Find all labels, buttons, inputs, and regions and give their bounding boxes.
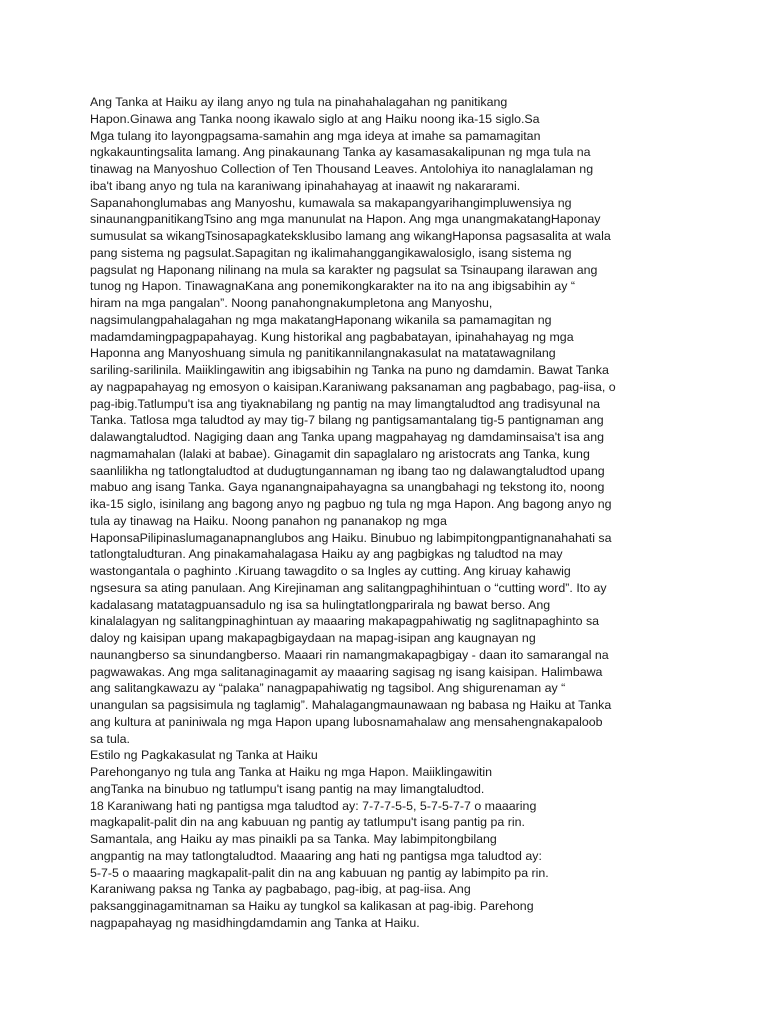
text-line: iba't ibang anyo ng tula na karaniwang ipinahahayag at inaawit ng nakararami. bbox=[90, 178, 521, 193]
text-line: HaponsaPilipinaslumaganapnanglubos ang Haiku. Binubuo ng labimpitongpantignanahahati sa bbox=[90, 530, 612, 545]
text-line: ang kultura at paniniwala ng mga Hapon upang lubosnamahalaw ang mensahengnakapaloob bbox=[90, 714, 603, 729]
text-line: pag-ibig.Tatlumpu't isa ang tiyaknabilang ng pantig na may limangtaludtod ang tradisyunal na bbox=[90, 396, 601, 411]
text-line: sariling-sarilinila. Maiiklingawitin ang ibigsabihin ng Tanka na puno ng damdamin. Bawat Tanka bbox=[90, 363, 609, 377]
text-line: wastongantala o paghinto .Kiruang tawagdito o sa Ingles ay cutting. Ang kiruay kahawig bbox=[90, 564, 571, 578]
text-line: Sapanahonglumabas ang Manyoshu, kumawala sa makapangyarihangimpluwensiya ng bbox=[90, 195, 572, 210]
text-line: sa tula. bbox=[90, 731, 130, 746]
text-line: ika-15 siglo, isinilang ang bagong anyo ng pagbuo ng tula ng mga Hapon. Ang bagong anyo ng bbox=[90, 497, 612, 511]
text-line: ang salitangkawazu ay “palaka” nanagpapahiwatig ng tagsibol. Ang shigurenaman ay “ bbox=[90, 681, 566, 696]
document-body bbox=[90, 94, 690, 932]
text-line: pagsulat ng Haponang nilinang na mula sa karakter ng pagsulat sa Tsinaupang ilarawan ang bbox=[90, 262, 598, 277]
text-line: nagmamahalan (lalaki at babae). Ginagamit din sapaglalaro ng aristocrats ang Tanka, kung bbox=[90, 446, 590, 461]
text-line: ngkakauntingsalita lamang. Ang pinakaunang Tanka ay kasamasakalipunan ng mga tula na bbox=[90, 145, 591, 160]
text-line: ngsesura sa ating panulaan. Ang Kirejinaman ang salitangpaghihintuan o “cutting word”. Ito ay bbox=[90, 580, 607, 595]
text-line: Estilo ng Pagkakasulat ng Tanka at Haiku bbox=[90, 748, 318, 763]
text-line: tunog ng Hapon. TinawagnaKana ang ponemikongkarakter na ito na ang ibigsabihin ay “ bbox=[90, 279, 575, 294]
text-line: dalawangtaludtod. Nagiging daan ang Tanka upang magpahayag ng damdaminsaisa't isa ang bbox=[90, 430, 604, 444]
text-line: Samantala, ang Haiku ay mas pinaikli pa sa Tanka. May labimpitongbilang bbox=[90, 832, 497, 846]
text-line: tinawag na Manyoshuo Collection of Ten Thousand Leaves. Antolohiya ito nanaglalaman ng bbox=[90, 162, 594, 176]
text-line: tula ay tinawag na Haiku. Noong panahon ng pananakop ng mga bbox=[90, 513, 447, 528]
text-line: sumusulat sa wikangTsinosapagkateksklusibo lamang ang wikangHaponsa pagsasalita at wala bbox=[90, 229, 611, 243]
text-line: Haponna ang Manyoshuang simula ng panitikannilangnakasulat na matatawagnilang bbox=[90, 346, 556, 361]
text-line: angpantig na may tatlongtaludtod. Maaaring ang hati ng pantigsa mga taludtod ay: bbox=[90, 848, 542, 863]
text-line: 5-7-5 o maaaring magkapalit-palit din na ang kabuuan ng pantig ay labimpito pa rin. bbox=[90, 865, 549, 880]
text-line: paksangginagamitnaman sa Haiku ay tungkol sa kalikasan at pag-ibig. Parehong bbox=[90, 899, 534, 913]
text-line: unangulan sa pagsisimula ng taglamig”. Mahalagangmaunawaan ng babasa ng Haiku at Tanka bbox=[90, 698, 612, 712]
text-line: ay nagpapahayag ng emosyon o kaisipan.Karaniwang paksanaman ang pagbabago, pag-iisa, o bbox=[90, 379, 616, 394]
text-line: Karaniwang paksa ng Tanka ay pagbabago, pag-ibig, at pag-iisa. Ang bbox=[90, 882, 471, 897]
text-line: madamdamingpagpapahayag. Kung historikal ang pagbabatayan, ipinahahayag ng mga bbox=[90, 329, 574, 344]
text-line: naunangberso sa sinundangberso. Maaari rin namangmakapagbigay - daan ito samarangal na bbox=[90, 647, 609, 662]
text-line: Mga tulang ito layongpagsama-samahin ang mga ideya at imahe sa pamamagitan bbox=[90, 128, 541, 143]
text-line: sinaunangpanitikangTsino ang mga manunulat na Hapon. Ang mga unangmakatangHaponay bbox=[90, 212, 601, 227]
text-line: magkapalit-palit din na ang kabuuan ng pantig ay tatlumpu't isang pantig pa rin. bbox=[90, 815, 525, 830]
text-line: daloy ng kaisipan upang makapagbigaydaan na mapag-isipan ang kaugnayan ng bbox=[90, 631, 536, 645]
text-line: pagwawakas. Ang mga salitanaginagamit ay maaaring sagisag ng isang kaisipan. Halimbawa bbox=[90, 664, 603, 679]
text-line: kadalasang matatagpuansadulo ng isa sa hulingtatlongparirala ng bawat berso. Ang bbox=[90, 597, 551, 612]
text-line: angTanka na binubuo ng tatlumpu't isang pantig na may limangtaludtod. bbox=[90, 781, 485, 796]
text-line: hiram na mga pangalan”. Noong panahongnakumpletona ang Manyoshu, bbox=[90, 296, 493, 310]
text-line: mabuo ang isang Tanka. Gaya nganangnaipahayagna sa unangbahagi ng tekstong ito, noong bbox=[90, 480, 605, 495]
text-line: Parehonganyo ng tula ang Tanka at Haiku ng mga Hapon. Maiiklingawitin bbox=[90, 765, 493, 779]
text-line: Tanka. Tatlosa mga taludtod ay may tig-7 bilang ng pantigsamantalang tig-5 pantignaman ang bbox=[90, 413, 604, 428]
text-line: saanlilikha ng tatlongtaludtod at dudugtungannaman ng ibang tao ng dalawangtaludtod upang bbox=[90, 463, 605, 478]
text-line: tatlongtaludturan. Ang pinakamahalagasa Haiku ay ang pagbigkas ng taludtod na may bbox=[90, 547, 563, 562]
text-line: Hapon.Ginawa ang Tanka noong ikawalo siglo at ang Haiku noong ika-15 siglo.Sa bbox=[90, 111, 540, 126]
text-line: nagpapahayag ng masidhingdamdamin ang Tanka at Haiku. bbox=[90, 915, 420, 930]
text-line: nagsimulangpahalagahan ng mga makatangHaponang wikanila sa pamamagitan ng bbox=[90, 312, 552, 327]
text-line: pang sistema ng pagsulat.Sapagitan ng ikalimahanggangikawalosiglo, isang sistema ng bbox=[90, 245, 572, 260]
text-line: Ang Tanka at Haiku ay ilang anyo ng tula na pinahahalagahan ng panitikang bbox=[90, 95, 508, 109]
text-line: kinalalagyan ng salitangpinaghintuan ay maaaring makapagpahiwatig ng saglitnapaghinto sa bbox=[90, 614, 600, 629]
text-line: 18 Karaniwang hati ng pantigsa mga taludtod ay: 7-7-7-5-5, 5-7-5-7-7 o maaaring bbox=[90, 798, 537, 813]
